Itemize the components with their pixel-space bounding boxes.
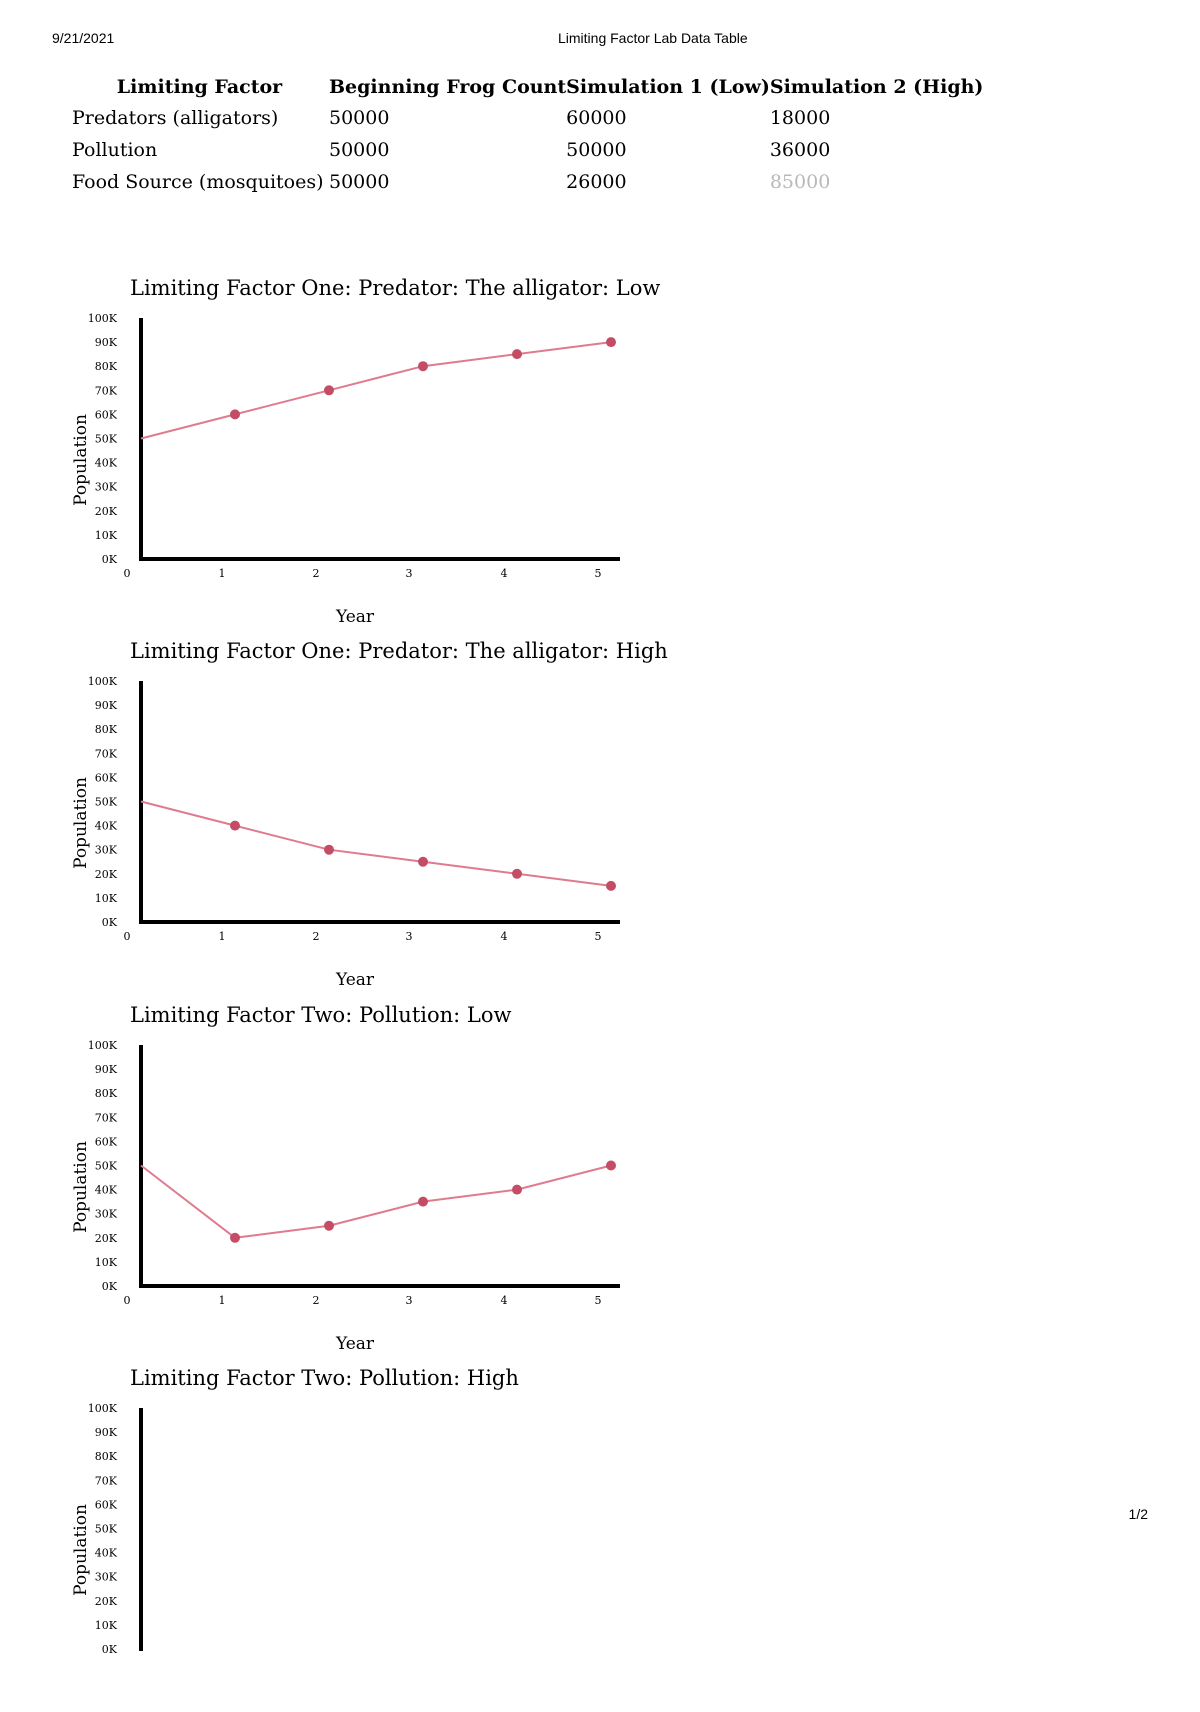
data-point (606, 1161, 616, 1171)
x-tick-label: 1 (218, 567, 226, 580)
data-point (606, 881, 616, 891)
y-tick-label: 50K (94, 432, 117, 446)
x-tick-label: 1 (218, 1294, 226, 1307)
y-tick-label: 60K (94, 1498, 117, 1512)
table-cell: Predators (alligators) (72, 107, 279, 129)
y-tick-label: 40K (94, 1183, 117, 1197)
chart-title: Limiting Factor Two: Pollution: High (130, 1366, 519, 1390)
x-axis-label: Year (335, 607, 375, 627)
y-tick-label: 60K (94, 408, 117, 422)
table-cell: 18000 (769, 107, 831, 129)
chart-title: Limiting Factor Two: Pollution: Low (130, 1003, 512, 1027)
y-tick-label: 70K (94, 1474, 117, 1488)
y-tick-label: 10K (94, 891, 117, 905)
x-tick-label: 3 (405, 1294, 413, 1307)
y-tick-label: 100K (87, 312, 117, 325)
y-tick-label: 30K (94, 843, 117, 857)
data-point (418, 1197, 428, 1207)
y-tick-label: 90K (94, 1063, 117, 1077)
y-axis-label: Population (71, 777, 91, 869)
table-cell: 50000 (566, 139, 627, 161)
chart-svg (60, 272, 661, 627)
x-tick-label: 2 (312, 567, 320, 580)
table-cell: 60000 (566, 107, 627, 129)
y-tick-label: 80K (94, 1087, 117, 1101)
table-cell: 36000 (769, 139, 831, 161)
table-cell: 50000 (329, 139, 390, 161)
data-point (324, 1221, 334, 1231)
data-point (324, 385, 334, 395)
x-axis-label: Year (335, 1334, 375, 1354)
data-point (512, 1185, 522, 1195)
chart-predator-high (60, 635, 668, 990)
data-point (606, 337, 616, 347)
print-header-title: Limiting Factor Lab Data Table (558, 30, 748, 46)
y-tick-label: 10K (94, 1255, 117, 1269)
table-cell: 26000 (566, 171, 627, 193)
y-tick-label: 10K (94, 1618, 117, 1632)
table-header-cell: Simulation 2 (High) (769, 76, 984, 98)
series-line (141, 1166, 611, 1238)
chart-svg (60, 635, 668, 990)
x-tick-label: 2 (312, 930, 320, 943)
data-point (324, 845, 334, 855)
chart-predator-low (60, 272, 661, 627)
table-cell: Pollution (72, 139, 158, 161)
page-number: 1/2 (1128, 1506, 1148, 1522)
y-tick-label: 50K (94, 1522, 117, 1536)
x-tick-label: 5 (594, 1294, 602, 1307)
data-point (418, 857, 428, 867)
x-tick-label: 1 (218, 930, 226, 943)
y-tick-label: 30K (94, 1207, 117, 1221)
data-point (512, 349, 522, 359)
y-tick-label: 20K (94, 1594, 117, 1608)
y-tick-label: 70K (94, 1111, 117, 1125)
y-tick-label: 40K (94, 819, 117, 833)
table-header-row (70, 72, 990, 102)
table-cell: Food Source (mosquitoes) (72, 171, 324, 193)
y-tick-label: 80K (94, 1450, 117, 1464)
y-tick-label: 90K (94, 699, 117, 713)
y-axis-label: Population (71, 1141, 91, 1233)
chart-pollution-high (60, 1362, 640, 1656)
series-line (141, 342, 611, 438)
y-axis-label: Population (71, 414, 91, 506)
y-tick-label: 90K (94, 336, 117, 350)
y-tick-label: 30K (94, 1570, 117, 1584)
y-tick-label: 0K (101, 916, 117, 929)
x-tick-label: 2 (312, 1294, 320, 1307)
y-tick-label: 60K (94, 771, 117, 785)
x-tick-label: 5 (594, 930, 602, 943)
y-tick-label: 20K (94, 867, 117, 881)
table-cell: 50000 (329, 107, 390, 129)
y-tick-label: 0K (101, 553, 117, 566)
y-tick-label: 70K (94, 384, 117, 398)
table-row (70, 102, 990, 134)
y-tick-label: 40K (94, 456, 117, 470)
y-tick-label: 50K (94, 795, 117, 809)
table-cell: 85000 (769, 171, 831, 193)
table-header-cell: Beginning Frog Count (329, 76, 567, 98)
y-axis-label: Population (71, 1504, 91, 1596)
data-point (230, 821, 240, 831)
y-tick-label: 70K (94, 747, 117, 761)
x-tick-label: 4 (500, 930, 508, 943)
series-line (141, 802, 611, 886)
y-tick-label: 30K (94, 480, 117, 494)
y-tick-label: 60K (94, 1135, 117, 1149)
x-tick-label: 5 (594, 567, 602, 580)
x-tick-label: 4 (500, 1294, 508, 1307)
y-tick-label: 100K (87, 1039, 117, 1052)
y-tick-label: 50K (94, 1159, 117, 1173)
x-tick-label: 3 (405, 567, 413, 580)
table-row (70, 166, 990, 198)
x-tick-label: 0 (123, 930, 131, 943)
chart-pollution-low (60, 999, 640, 1354)
y-tick-label: 0K (101, 1643, 117, 1656)
table-header-cell: Limiting Factor (116, 76, 283, 98)
table-cell: 50000 (329, 171, 390, 193)
data-point (418, 361, 428, 371)
data-point (230, 409, 240, 419)
table-header-cell: Simulation 1 (Low) (566, 76, 770, 98)
y-tick-label: 20K (94, 504, 117, 518)
y-tick-label: 80K (94, 360, 117, 374)
y-tick-label: 20K (94, 1231, 117, 1245)
y-tick-label: 80K (94, 723, 117, 737)
x-tick-label: 3 (405, 930, 413, 943)
chart-svg (60, 999, 640, 1354)
limiting-factor-table (70, 72, 990, 198)
x-tick-label: 0 (123, 567, 131, 580)
y-tick-label: 90K (94, 1426, 117, 1440)
chart-svg (60, 1362, 640, 1712)
x-tick-label: 4 (500, 567, 508, 580)
y-tick-label: 100K (87, 1402, 117, 1415)
x-axis-label: Year (335, 970, 375, 990)
y-tick-label: 0K (101, 1280, 117, 1293)
x-tick-label: 0 (123, 1294, 131, 1307)
chart-title: Limiting Factor One: Predator: The alligator: High (130, 639, 668, 663)
y-tick-label: 100K (87, 675, 117, 688)
y-tick-label: 40K (94, 1546, 117, 1560)
data-point (230, 1233, 240, 1243)
y-tick-label: 10K (94, 528, 117, 542)
data-point (512, 869, 522, 879)
print-date: 9/21/2021 (52, 30, 115, 46)
table-row (70, 134, 990, 166)
chart-title: Limiting Factor One: Predator: The alligator: Low (130, 276, 661, 300)
